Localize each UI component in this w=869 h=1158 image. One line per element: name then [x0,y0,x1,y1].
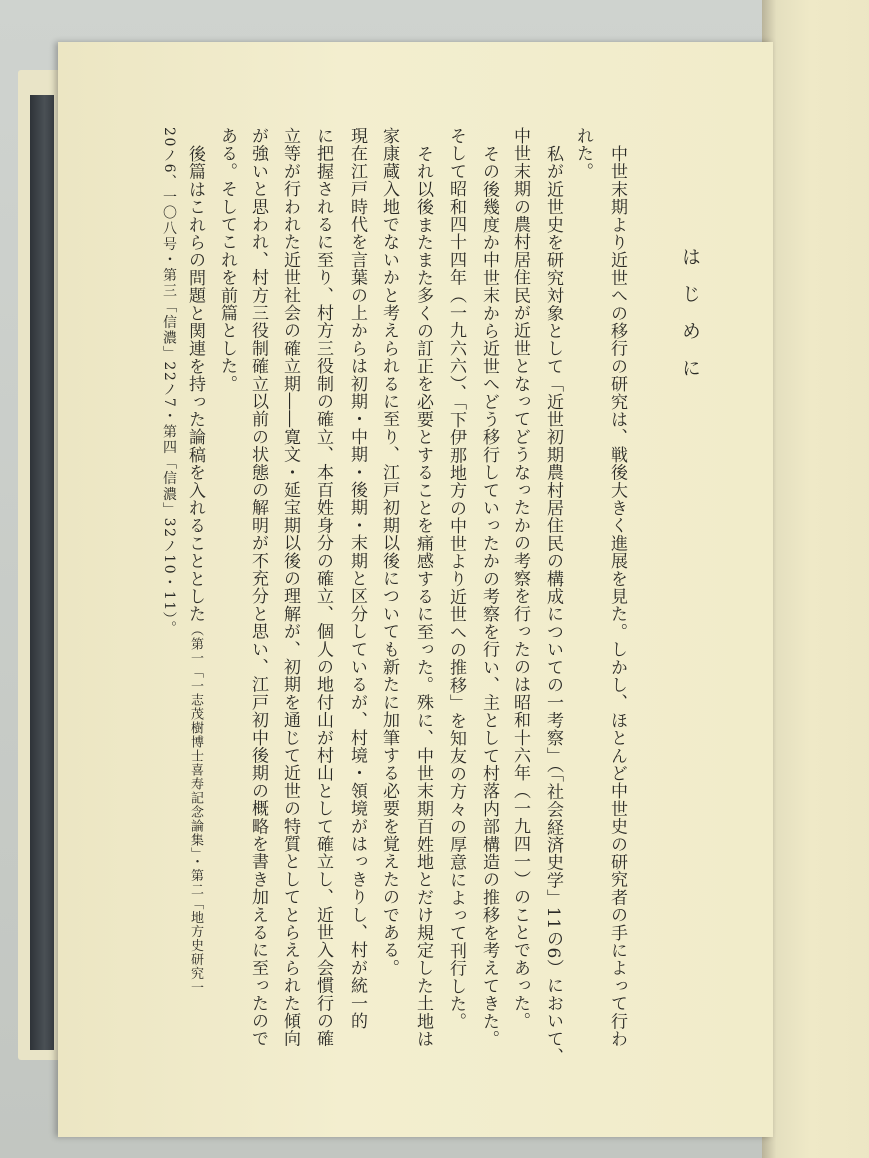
citation-column: 20ノ6、一〇八号・第三「信濃」22ノ7・第四「信濃」32ノ10・11）。 [161,127,177,637]
page-heading: はじめに [679,247,701,395]
text-column: が強いと思われ、村方三役制確立以前の状態の解明が不充分と思い、江戸初中後期の概略を書き加えるに至ったので [248,127,268,1048]
text-column: それ以後またまた多くの訂正を必要とすることを痛感するに至った。殊に、中世末期百姓地とだけ規定した土地は [413,145,433,1048]
text-column: 中世末期の農村居住民が近世となってどうなったかの考察を行ったのは昭和十六年（一九四一）のことであった。 [510,127,530,1030]
book-page [58,42,773,1137]
text-column: 家康蔵入地でないかと考えられるに至り、江戸初期以後についても新たに加筆する必要を覚えたのである。 [379,127,399,977]
text-column: 現在江戸時代を言葉の上からは初期・中期・後期・末期と区分しているが、村境・領境がはっきりし、村が統一的 [347,127,367,1030]
text-column-main: 後篇はこれらの問題と関連を持った論稿を入れることとした [185,145,205,623]
book-spine [30,95,54,1050]
text-column: 立等が行われた近世社会の確立期――寛文・延宝期以後の理解が、初期を通じて近世の特質としてとらえられた傾向 [280,127,300,1048]
text-column: 中世末期より近世への移行の研究は、戦後大きく進展を見た。しかし、ほとんど中世史の研究者の手によって行わ [607,145,627,1048]
citation-note: （第一「一志茂樹博士喜寿記念論集」・第二「地方史研究一 [188,622,203,995]
text-column: れた。 [573,127,593,181]
text-column: ある。そしてこれを前篇とした。 [217,127,237,393]
text-column: そして昭和四十四年（一九六六）、「下伊那地方の中世より近世への推移」を知友の方々の厚意によって刊行した。 [446,127,466,1031]
text-column: 私が近世史を研究対象として「近世初期農村居住民の構成についての一考察」（「社会経済史学」11の6）において、 [543,145,563,1066]
text-column: その後幾度か中世末から近世へどう移行していったかの考察を行い、主として村落内部構造の推移を考えてきた。 [479,145,499,1048]
facing-page-edge [762,0,869,1158]
text-column: に把握されるに至り、村方三役制の確立、本百姓身分の確立、個人の地付山が村山として確立し、近世入会慣行の確 [313,127,333,1048]
text-column [186,145,203,994]
